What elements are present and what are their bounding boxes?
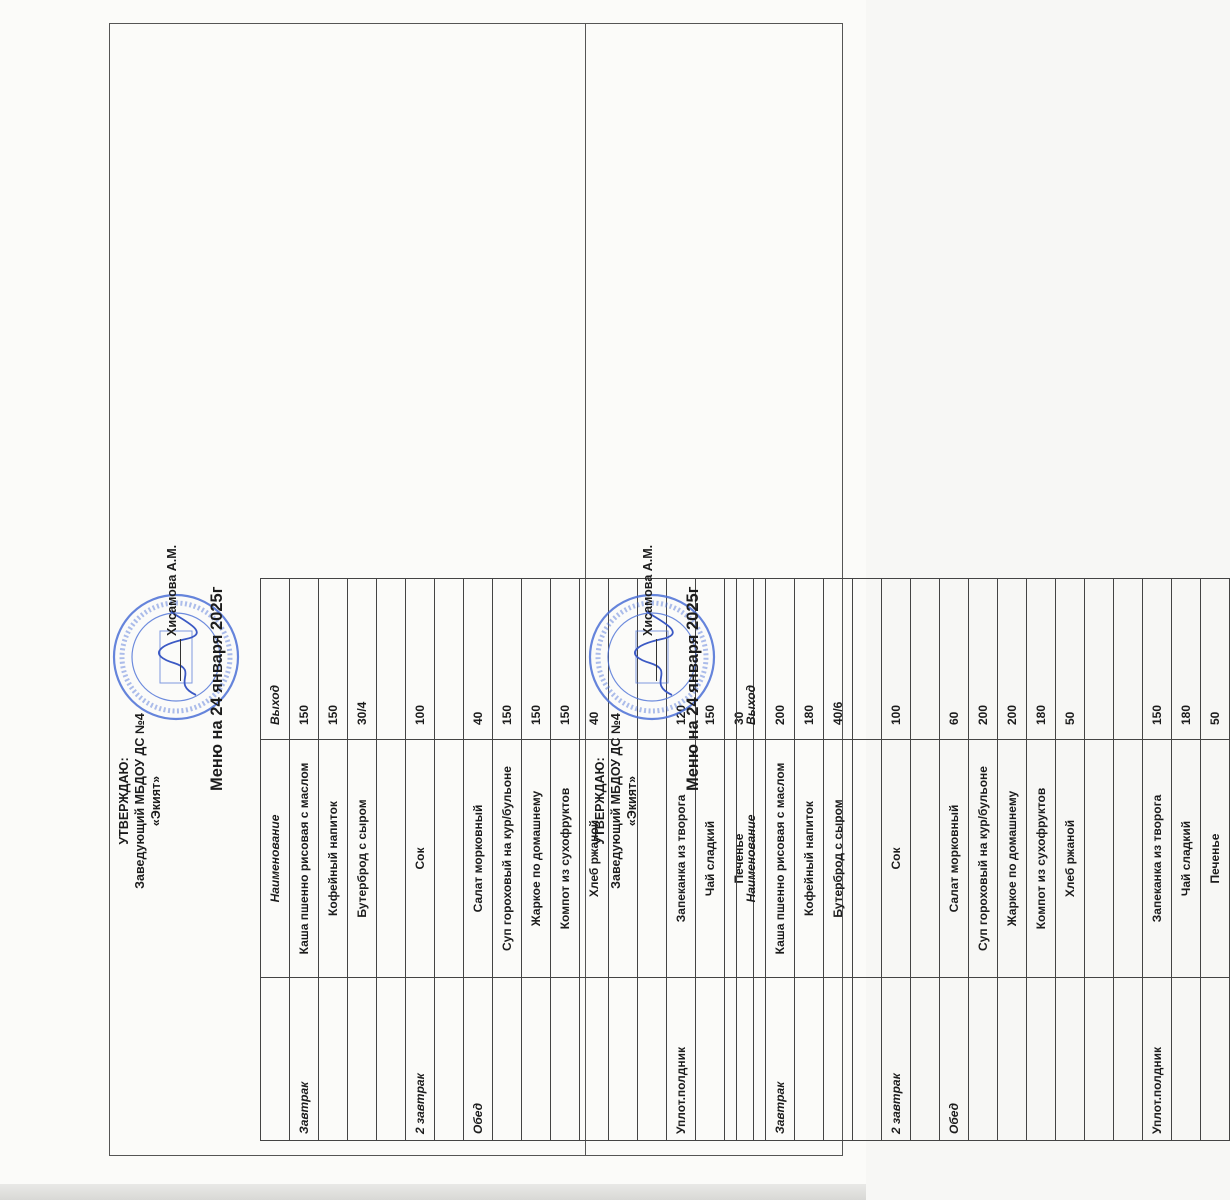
meal-cell xyxy=(998,978,1027,1141)
header-meal xyxy=(737,978,766,1141)
dish-name-cell: Кофейный напиток xyxy=(795,740,824,978)
header-name: Наименование xyxy=(737,740,766,978)
table-row xyxy=(1143,579,1172,1141)
table-row xyxy=(493,579,522,1141)
table-row xyxy=(824,579,853,1141)
output-cell: 120 xyxy=(667,579,696,740)
output-cell xyxy=(435,579,464,740)
output-cell: 60 xyxy=(940,579,969,740)
table-row xyxy=(319,579,348,1141)
output-cell: 150 xyxy=(522,579,551,740)
approval-position: Заведующий МБДОУ ДС №4 xyxy=(133,713,147,889)
table-row xyxy=(1056,579,1085,1141)
table-row xyxy=(348,579,377,1141)
meal-cell xyxy=(319,978,348,1141)
dish-name-cell: Печенье xyxy=(1201,740,1230,978)
meal-cell: Уплот.полдник xyxy=(1143,978,1172,1141)
dish-name-cell: Салат морковный xyxy=(464,740,493,978)
approval-institution: «Экият» xyxy=(625,775,639,827)
dish-name-cell: Хлеб ржаной xyxy=(580,740,609,978)
dish-name-cell: Сок xyxy=(882,740,911,978)
dish-name-cell: Компот из сухофруктов xyxy=(1027,740,1056,978)
table-row xyxy=(1114,579,1143,1141)
meal-cell xyxy=(1172,978,1201,1141)
dish-name-cell xyxy=(1114,740,1143,978)
output-cell: 40 xyxy=(464,579,493,740)
dish-name-cell: Каша пшенно рисовая с маслом xyxy=(766,740,795,978)
dish-name-cell: Кофейный напиток xyxy=(319,740,348,978)
dish-name-cell: Хлеб ржаной xyxy=(1056,740,1085,978)
meal-cell: 2 завтрак xyxy=(882,978,911,1141)
meal-cell xyxy=(493,978,522,1141)
output-cell: 200 xyxy=(998,579,1027,740)
meal-cell xyxy=(853,978,882,1141)
table-row xyxy=(998,579,1027,1141)
meal-cell xyxy=(1085,978,1114,1141)
dish-name-cell xyxy=(1085,740,1114,978)
header-output: Выход xyxy=(261,579,290,740)
output-cell: 50 xyxy=(1056,579,1085,740)
dish-name-cell: Бутерброд с сыром xyxy=(824,740,853,978)
output-cell: 40 xyxy=(580,579,609,740)
table-row xyxy=(551,579,580,1141)
output-cell xyxy=(853,579,882,740)
meal-cell: 2 завтрак xyxy=(406,978,435,1141)
output-cell: 150 xyxy=(319,579,348,740)
output-cell: 150 xyxy=(290,579,319,740)
meal-cell xyxy=(1056,978,1085,1141)
meal-cell xyxy=(551,978,580,1141)
meal-cell: Обед xyxy=(464,978,493,1141)
output-cell: 150 xyxy=(1143,579,1172,740)
header-name: Наименование xyxy=(261,740,290,978)
menu-title: Меню на 24 января 2025г xyxy=(208,586,226,791)
table-row xyxy=(377,579,406,1141)
output-cell: 30/4 xyxy=(348,579,377,740)
dish-name-cell: Запеканка из творога xyxy=(667,740,696,978)
output-cell: 180 xyxy=(795,579,824,740)
table-header-row xyxy=(261,579,290,1141)
menu-panel-right xyxy=(586,31,1222,1151)
output-cell: 180 xyxy=(1172,579,1201,740)
scan-edge xyxy=(0,1184,866,1200)
table-row xyxy=(1027,579,1056,1141)
output-cell: 180 xyxy=(1027,579,1056,740)
output-cell: 50 xyxy=(1201,579,1230,740)
dish-name-cell xyxy=(435,740,464,978)
dish-name-cell: Чай сладкий xyxy=(1172,740,1201,978)
meal-cell xyxy=(1114,978,1143,1141)
output-cell: 100 xyxy=(882,579,911,740)
dish-name-cell: Компот из сухофруктов xyxy=(551,740,580,978)
output-cell: 40/6 xyxy=(824,579,853,740)
output-cell: 200 xyxy=(969,579,998,740)
table-row xyxy=(406,579,435,1141)
menu-panel-left xyxy=(110,31,746,1151)
meal-cell xyxy=(1201,978,1230,1141)
output-cell: 150 xyxy=(493,579,522,740)
dish-name-cell: Чай сладкий xyxy=(696,740,725,978)
meal-cell: Завтрак xyxy=(766,978,795,1141)
output-cell: 200 xyxy=(766,579,795,740)
header-output: Выход xyxy=(737,579,766,740)
dish-name-cell: Суп гороховый на кур/бульоне xyxy=(969,740,998,978)
signer-name: Хисамова А.М. xyxy=(641,544,655,636)
table-row xyxy=(853,579,882,1141)
meal-cell xyxy=(795,978,824,1141)
dish-name-cell: Суп гороховый на кур/бульоне xyxy=(493,740,522,978)
dish-name-cell: Печенье xyxy=(725,740,754,978)
meal-cell xyxy=(824,978,853,1141)
table-row xyxy=(766,579,795,1141)
table-row xyxy=(522,579,551,1141)
output-cell: 150 xyxy=(696,579,725,740)
dish-name-cell xyxy=(377,740,406,978)
approval-position: Заведующий МБДОУ ДС №4 xyxy=(609,713,623,889)
signature-line xyxy=(656,639,657,681)
meal-cell xyxy=(969,978,998,1141)
output-cell xyxy=(377,579,406,740)
meal-cell xyxy=(377,978,406,1141)
meal-cell xyxy=(348,978,377,1141)
approval-institution: «Экият» xyxy=(149,775,163,827)
menu-rows xyxy=(766,579,1230,1141)
table-row xyxy=(795,579,824,1141)
dish-name-cell: Салат морковный xyxy=(940,740,969,978)
output-cell xyxy=(1114,579,1143,740)
table-row xyxy=(435,579,464,1141)
dish-name-cell xyxy=(911,740,940,978)
output-cell xyxy=(1085,579,1114,740)
dish-name-cell: Жаркое по домашнему xyxy=(998,740,1027,978)
page-frame xyxy=(109,23,1222,1156)
meal-cell: Завтрак xyxy=(290,978,319,1141)
output-cell: 150 xyxy=(551,579,580,740)
approval-heading: УТВЕРЖДАЮ: xyxy=(117,757,131,845)
meal-cell xyxy=(522,978,551,1141)
output-cell: 30 xyxy=(725,579,754,740)
header-meal xyxy=(261,978,290,1141)
dish-name-cell: Запеканка из творога xyxy=(1143,740,1172,978)
dish-name-cell: Каша пшенно рисовая с маслом xyxy=(290,740,319,978)
table-row xyxy=(1201,579,1230,1141)
table-header-row xyxy=(737,579,766,1141)
table-row xyxy=(1172,579,1201,1141)
table-row xyxy=(911,579,940,1141)
meal-cell xyxy=(911,978,940,1141)
output-cell xyxy=(911,579,940,740)
table-row xyxy=(969,579,998,1141)
meal-cell xyxy=(435,978,464,1141)
approval-heading: УТВЕРЖДАЮ: xyxy=(593,757,607,845)
table-row xyxy=(882,579,911,1141)
table-row xyxy=(290,579,319,1141)
dish-name-cell: Жаркое по домашнему xyxy=(522,740,551,978)
meal-cell: Обед xyxy=(940,978,969,1141)
table-row xyxy=(940,579,969,1141)
signer-name: Хисамова А.М. xyxy=(165,544,179,636)
meal-cell: Уплот.полдник xyxy=(667,978,696,1141)
signature-line xyxy=(180,639,181,681)
menu-table xyxy=(736,578,1230,1141)
menu-title: Меню на 24 января 2025г xyxy=(684,586,702,791)
dish-name-cell: Сок xyxy=(406,740,435,978)
meal-cell xyxy=(1027,978,1056,1141)
dish-name-cell xyxy=(853,740,882,978)
table-row xyxy=(1085,579,1114,1141)
dish-name-cell: Бутерброд с сыром xyxy=(348,740,377,978)
output-cell: 100 xyxy=(406,579,435,740)
table-row xyxy=(464,579,493,1141)
